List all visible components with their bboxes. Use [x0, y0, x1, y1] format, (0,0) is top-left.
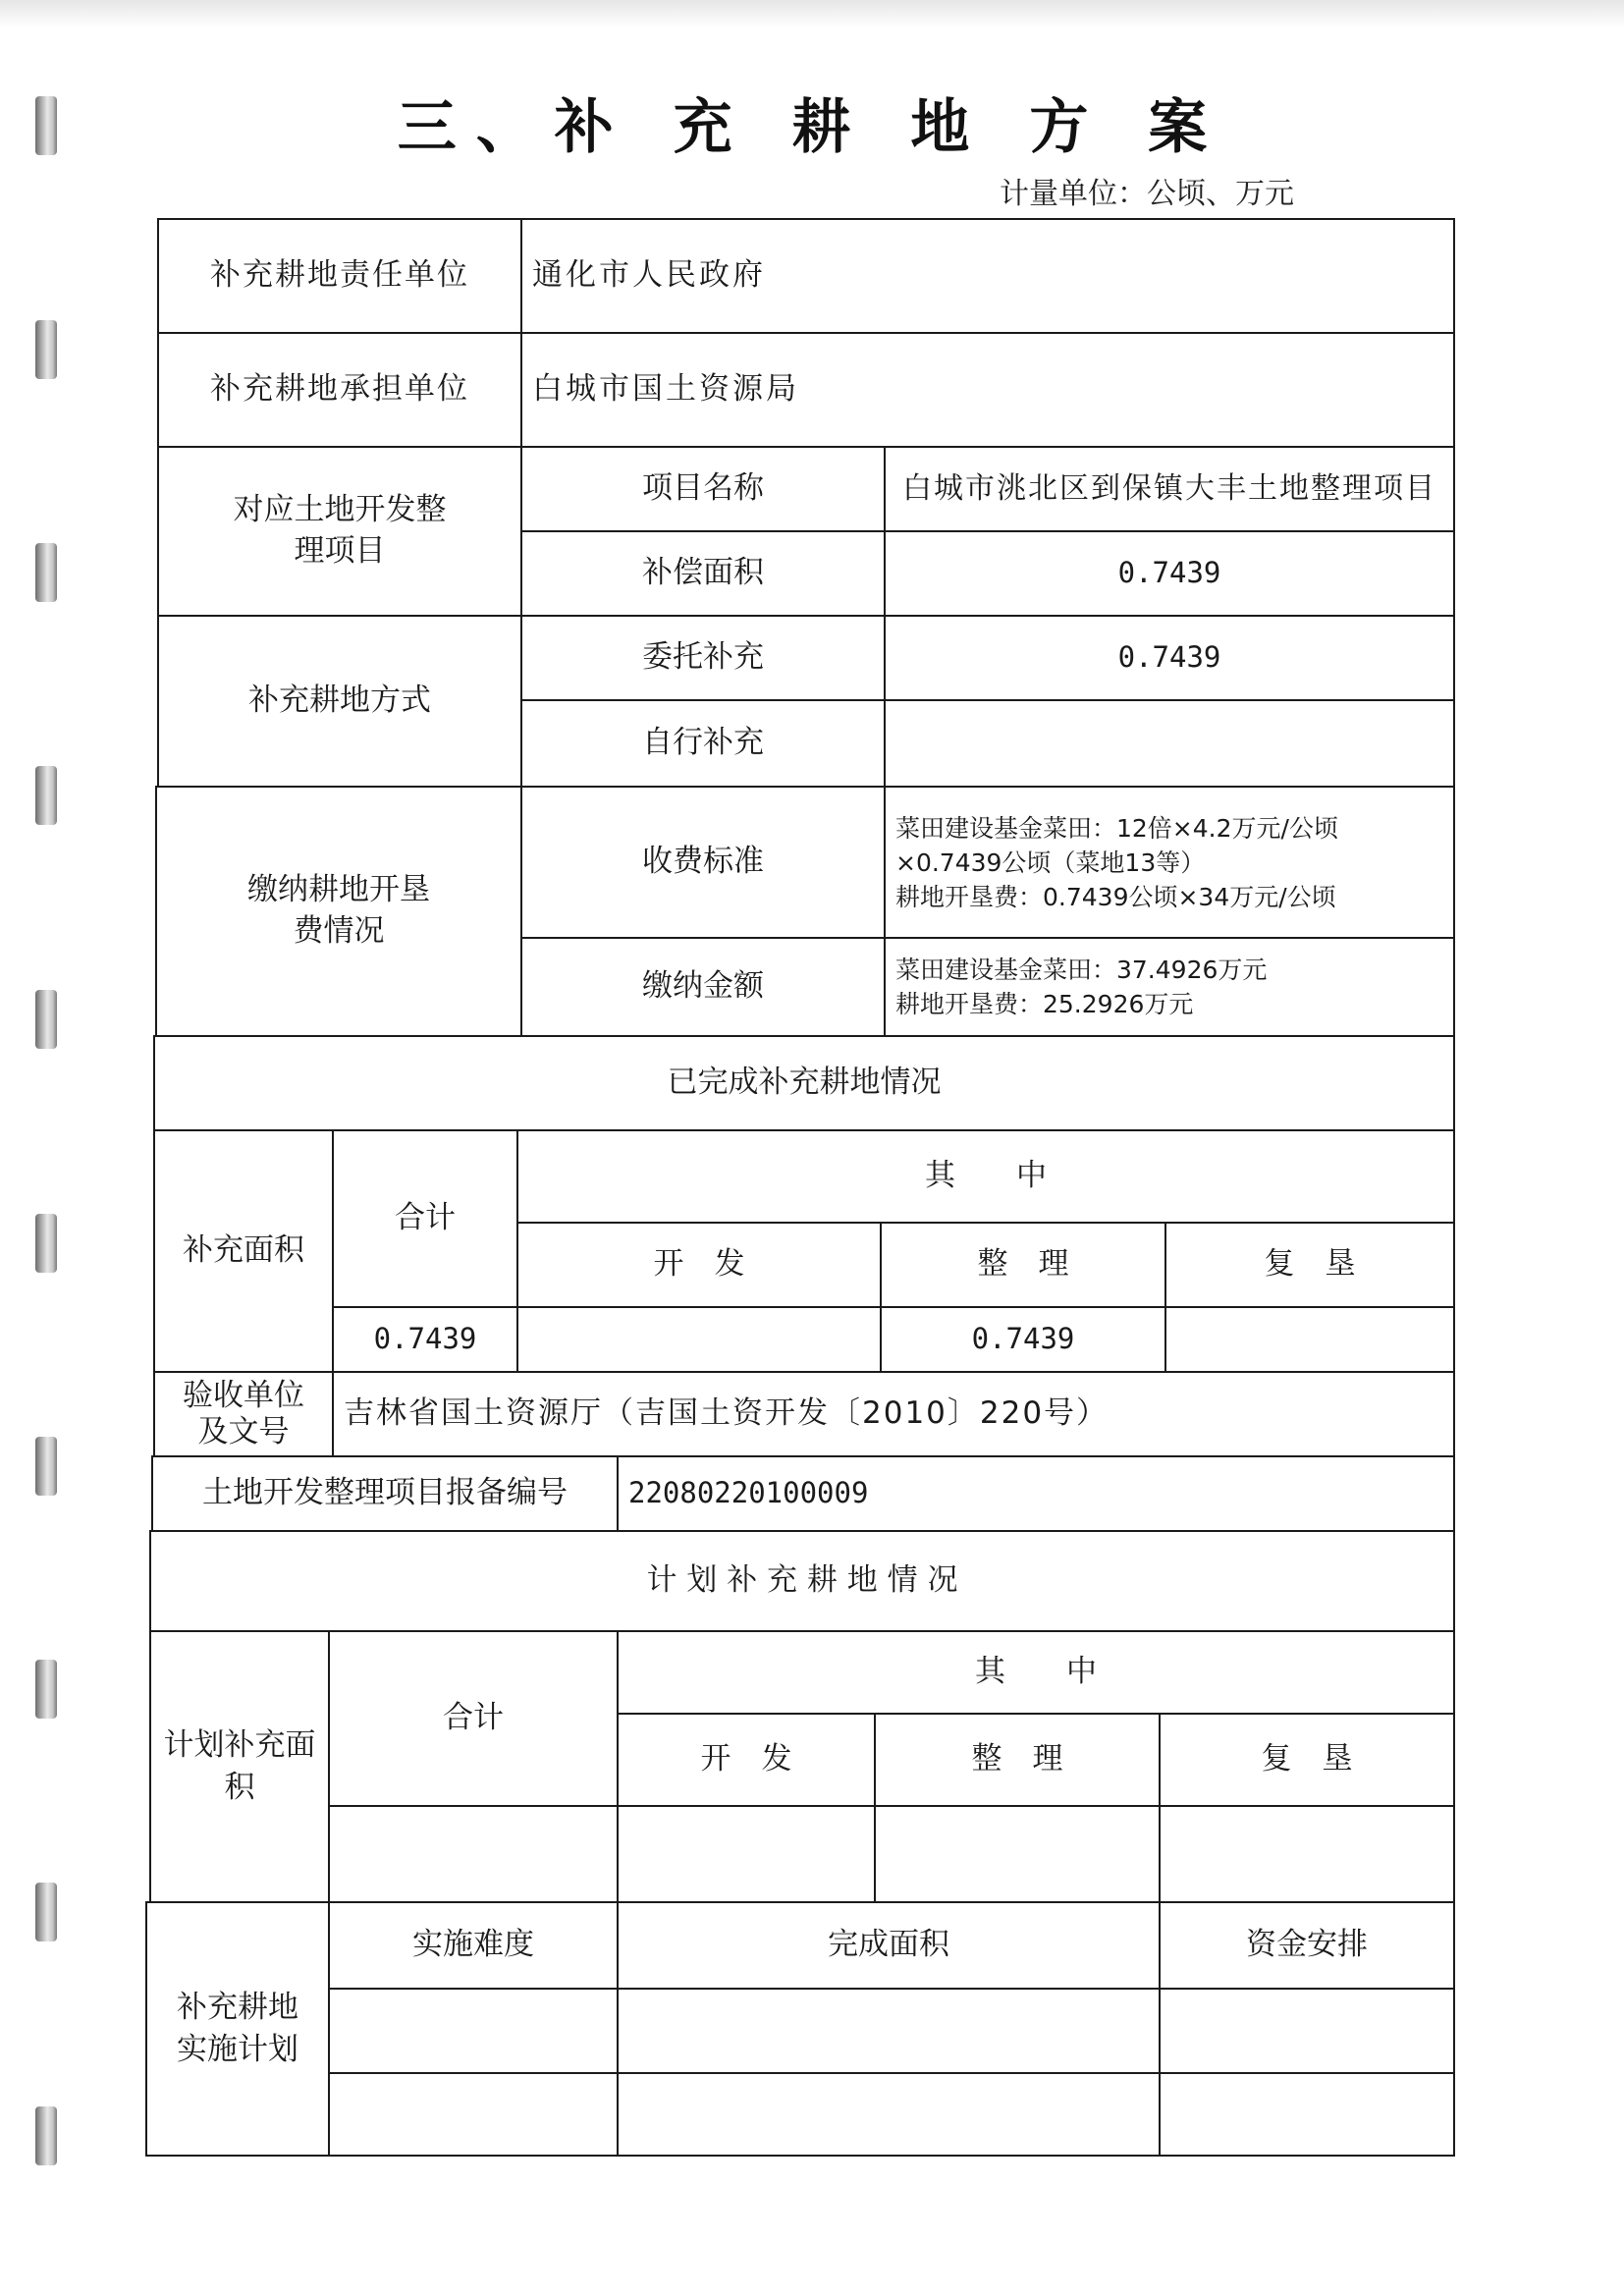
- scan-top-shadow: [0, 0, 1624, 27]
- completed-dev-label: 开 发: [516, 1222, 882, 1308]
- undertaking-unit-value: 白城市国土资源局: [520, 332, 1455, 448]
- entrust-label: 委托补充: [520, 615, 886, 701]
- binder-hole: [35, 543, 57, 602]
- acceptance-value: 吉林省国土资源厅（吉国土资开发〔2010〕220号）: [332, 1371, 1455, 1457]
- entrust-value: 0.7439: [884, 615, 1455, 701]
- planned-area-label: 计划补充面积: [149, 1630, 330, 1903]
- undertaking-unit-label: 补充耕地承担单位: [157, 332, 522, 448]
- binder-hole: [35, 320, 57, 379]
- responsible-unit-value: 通化市人民政府: [520, 218, 1455, 334]
- responsible-unit-label: 补充耕地责任单位: [157, 218, 522, 334]
- plan-row-difficulty: [328, 2072, 619, 2157]
- document-title: 三、补 充 耕 地 方 案: [397, 93, 1227, 162]
- planned-total-label: 合计: [328, 1630, 619, 1807]
- planned-arrange-label: 整 理: [874, 1713, 1161, 1807]
- binder-holes: [26, 0, 65, 2296]
- completed-total-label: 合计: [332, 1129, 518, 1308]
- completed-dev-value: [516, 1306, 882, 1373]
- planned-section-title: 计 划 补 充 耕 地 情 况: [149, 1530, 1455, 1632]
- plan-row-area: [617, 1988, 1161, 2074]
- binder-hole: [35, 766, 57, 825]
- implementation-plan-label: 补充耕地实施计划: [145, 1901, 330, 2157]
- binder-hole: [35, 1214, 57, 1273]
- unit-note: 计量单位：公顷、万元: [1000, 177, 1294, 211]
- fee-amount-label: 缴纳金额: [520, 937, 886, 1037]
- self-supplement-value: [884, 699, 1455, 788]
- project-name-value: 白城市洮北区到保镇大丰土地整理项目: [884, 446, 1455, 532]
- completed-area-col-label: 完成面积: [617, 1901, 1161, 1990]
- fee-standard-line: 菜田建设基金菜田：12倍×4.2万元/公顷: [895, 813, 1338, 843]
- completed-arrange-label: 整 理: [880, 1222, 1166, 1308]
- completed-of-which-label: 其 中: [516, 1129, 1455, 1224]
- fee-amount-line: 耕地开垦费：25.2926万元: [895, 990, 1194, 1018]
- completed-reclaim-label: 复 垦: [1164, 1222, 1455, 1308]
- record-number-label: 土地开发整理项目报备编号: [151, 1455, 619, 1532]
- completed-reclaim-value: [1164, 1306, 1455, 1373]
- planned-total-value: [328, 1805, 619, 1903]
- binder-hole: [35, 1660, 57, 1719]
- project-name-label: 项目名称: [520, 446, 886, 532]
- planned-dev-label: 开 发: [617, 1713, 876, 1807]
- record-number-value: 22080220100009: [617, 1455, 1455, 1532]
- planned-of-which-label: 其 中: [617, 1630, 1455, 1715]
- difficulty-label: 实施难度: [328, 1901, 619, 1990]
- compensation-area-value: 0.7439: [884, 530, 1455, 617]
- completed-total-value: 0.7439: [332, 1306, 518, 1373]
- method-label: 补充耕地方式: [157, 615, 522, 788]
- planned-dev-value: [617, 1805, 876, 1903]
- fee-amount-value: [884, 937, 1455, 1037]
- funding-label: 资金安排: [1159, 1901, 1455, 1990]
- acceptance-label: 验收单位及文号: [153, 1371, 334, 1457]
- plan-row-funding: [1159, 1988, 1455, 2074]
- fee-standard-line: ×0.7439公顷（菜地13等）: [895, 847, 1206, 877]
- completed-section-title: 已完成补充耕地情况: [153, 1035, 1455, 1131]
- project-label: 对应土地开发整理项目: [157, 446, 522, 617]
- planned-reclaim-value: [1159, 1805, 1455, 1903]
- fee-standard-label: 收费标准: [520, 786, 886, 939]
- binder-hole: [35, 990, 57, 1049]
- self-supplement-label: 自行补充: [520, 699, 886, 788]
- planned-reclaim-label: 复 垦: [1159, 1713, 1455, 1807]
- plan-row-funding: [1159, 2072, 1455, 2157]
- fee-label: 缴纳耕地开垦费情况: [155, 786, 522, 1037]
- binder-hole: [35, 1437, 57, 1496]
- binder-hole: [35, 1883, 57, 1941]
- planned-arrange-value: [874, 1805, 1161, 1903]
- fee-standard-value: [884, 786, 1455, 939]
- plan-row-difficulty: [328, 1988, 619, 2074]
- completed-arrange-value: 0.7439: [880, 1306, 1166, 1373]
- fee-amount-line: 菜田建设基金菜田：37.4926万元: [895, 956, 1268, 984]
- compensation-area-label: 补偿面积: [520, 530, 886, 617]
- fee-standard-line: 耕地开垦费：0.7439公顷×34万元/公顷: [895, 882, 1336, 911]
- plan-row-area: [617, 2072, 1161, 2157]
- binder-hole: [35, 2106, 57, 2165]
- completed-area-label: 补充面积: [153, 1129, 334, 1373]
